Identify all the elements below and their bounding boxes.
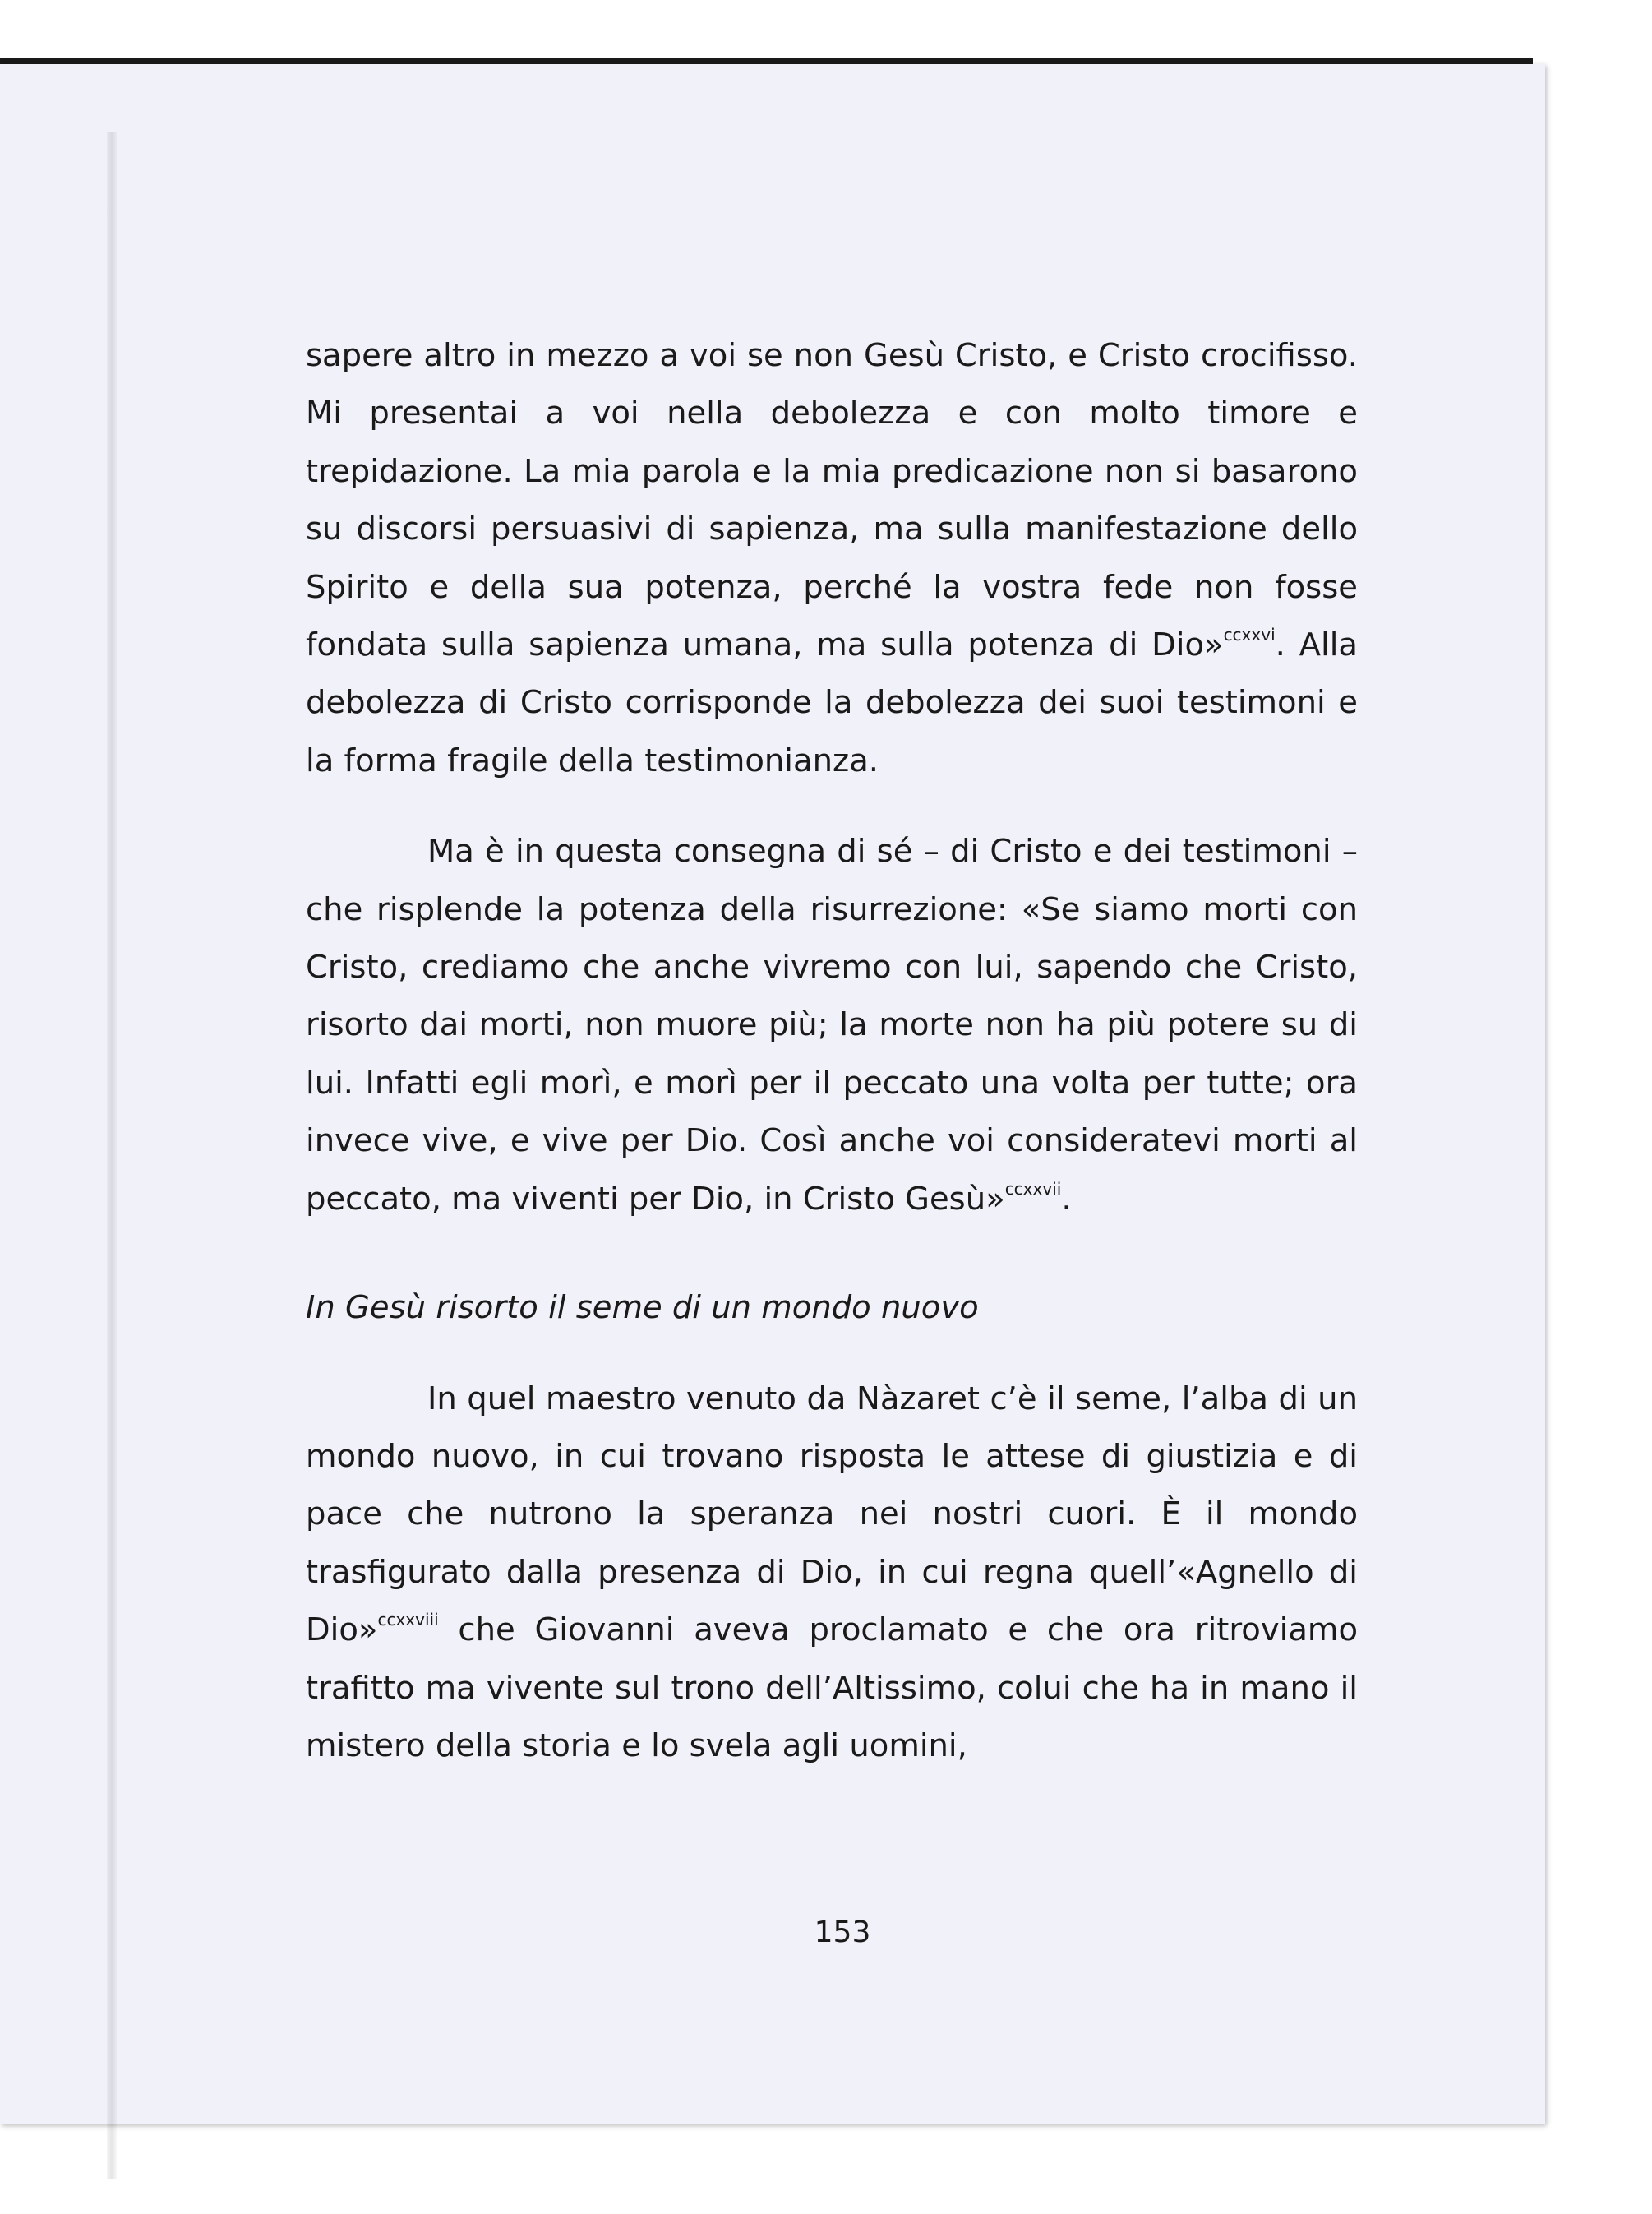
page-fold xyxy=(107,132,117,2179)
paragraph-3: In quel maestro venuto da Nàzaret c’è il seme, l’alba di un mondo nuovo, in cui trovano risposta le attese di giustizia e di pace che nutrono la speranza nei nostri cuori. È il mondo trasfigurato dalla presenza di Dio, in cui regna quell’«Agnello di Dio»$^{ccxxviii}$ che Giovanni aveva proclamato e che ora ritroviamo trafitto ma vivente sul trono dell’Altissimo, colui che ha in mano il mistero della storia e lo svela agli uomini, xyxy=(306,1380,1358,1764)
paragraph-2: Ma è in questa consegna di sé – di Cristo e dei testimoni – che risplende la potenza della risurrezione: «Se siamo morti con Cristo, crediamo che anche vivremo con lui, sapendo che Cristo, risorto dai morti, non muore più; la morte non ha più potere su di lui. Infatti egli morì, e morì per il peccato una volta per tutte; ora invece vive, e vive per Dio. Così anche voi consideratevi morti al peccato, ma viventi per Dio, in Cristo Gesù»$^{ccxxvii}$. xyxy=(306,833,1358,1218)
section-heading: In Gesù risorto il seme di un mondo nuovo xyxy=(306,1289,979,1327)
page-number: 153 xyxy=(814,1916,871,1949)
body-text xyxy=(306,327,1358,1775)
paragraph-1: sapere altro in mezzo a voi se non Gesù Cristo, e Cristo crocifisso. Mi presentai a voi nella debolezza e con molto timore e trepidazione. La mia parola e la mia predicazione non si basarono su discorsi persuasivi di sapienza, ma sulla manifestazione dello Spirito e della sua potenza, perché la vostra fede non fosse fondata sulla sapienza umana, ma sulla potenza di Dio»$^{ccxxvi}$. Alla debolezza di Cristo corrisponde la debolezza dei suoi testimoni e la forma fragile della testimonianza. xyxy=(306,337,1358,779)
footnote-ref: ccxxvii xyxy=(1004,1178,1062,1199)
footnote-ref: ccxxvi xyxy=(1223,625,1276,645)
footnote-ref: ccxxviii xyxy=(377,1610,439,1630)
